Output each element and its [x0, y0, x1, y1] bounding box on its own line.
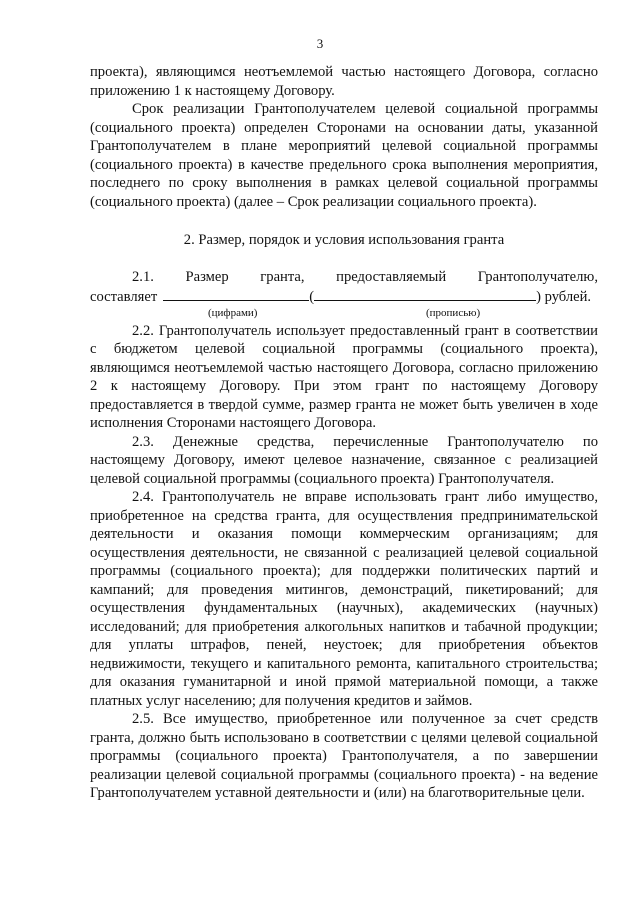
clause-word: предоставляемый	[336, 268, 447, 285]
clause-2-4: 2.4. Грантополучатель не вправе использовать грант либо имущество, приобретенное на средства гранта, для осуществления предпринимательской деятельности и оказания помощи коммерческим организациям; для осуществления деятельности, не связанной с реализацией целевой социальной программы (социального проекта); для поддержки политических партий и кампаний; для проведения митингов, демонстраций, пикетирований; для осуществления фундаментальных (научных), академических (научных) исследований; для приобретения алкогольных напитков и табачной продукции; для уплаты штрафов, пеней, неустоек; для приобретения объектов недвижимости, текущего и капитального ремонта, капитального строительства; для оказания гуманитарной и иной прямой материальной помощи, а также платных услуг населению; для получения кредитов и займов.	[90, 489, 598, 709]
amount-words-blank[interactable]	[314, 286, 536, 301]
clause-2-3: 2.3. Денежные средства, перечисленные Грантополучателю по настоящему Договору, имеют целевое назначение, связанное с реализацией целевой социальной программы (социального проекта) Грантополучателя.	[90, 433, 598, 487]
paragraph-continuation: проекта), являющимся неотъемлемой частью настоящего Договора, согласно приложению 1 к настоящему Договору.	[90, 64, 598, 99]
amount-suffix: ) рублей.	[536, 289, 592, 305]
caption-digits: (цифрами)	[208, 306, 258, 319]
amount-digits-blank[interactable]	[163, 286, 309, 301]
document-body	[90, 63, 598, 803]
section-title: 2. Размер, порядок и условия использования гранта	[183, 232, 505, 248]
clause-2-5: 2.5. Все имущество, приобретенное или полученное за счет средств гранта, должно быть использовано в соответствии с целями целевой социальной программы (социального проекта) Грантополучателя, а по завершении реализации целевой социальной программы (социального проекта) - на ведение Грантополучателем уставной деятельности и (или) на благотворительные цели.	[90, 711, 598, 801]
clause-word: Грантополучателю,	[477, 268, 598, 285]
paragraph-project-term: Срок реализации Грантополучателем целевой социальной программы (социального проекта) определен Сторонами на основании даты, указанной Грантополучателем в плане мероприятий целевой социальной программы (социального проекта) в качестве предельного срока выполнения мероприятия, последнего по сроку выполнения в рамках целевой социальной программы (социального проекта) (далее – Срок реализации социального проекта).	[90, 101, 598, 210]
clause-2-1-line-2	[90, 286, 598, 307]
open-paren: (	[309, 289, 315, 305]
clause-2-1-line-1	[90, 268, 598, 287]
caption-words: (прописью)	[426, 306, 481, 319]
amount-captions	[90, 307, 598, 322]
clause-number: 2.1.	[132, 268, 154, 285]
clause-2-2: 2.2. Грантополучатель использует предоставленный грант в соответствии с бюджетом целевой социальной программы (социального проекта), являющимся неотъемлемой частью настоящего Договора, согласно приложению 2 к настоящему Договору. При этом грант по настоящему Договору предоставляется в твердой сумме, размер гранта не может быть увеличен в ходе исполнения Сторонами настоящего Договора.	[90, 322, 598, 431]
clause-word: гранта,	[260, 268, 305, 285]
clause-word: Размер	[185, 268, 229, 285]
page-number: 3	[316, 36, 324, 51]
amount-prefix: составляет	[90, 289, 158, 305]
